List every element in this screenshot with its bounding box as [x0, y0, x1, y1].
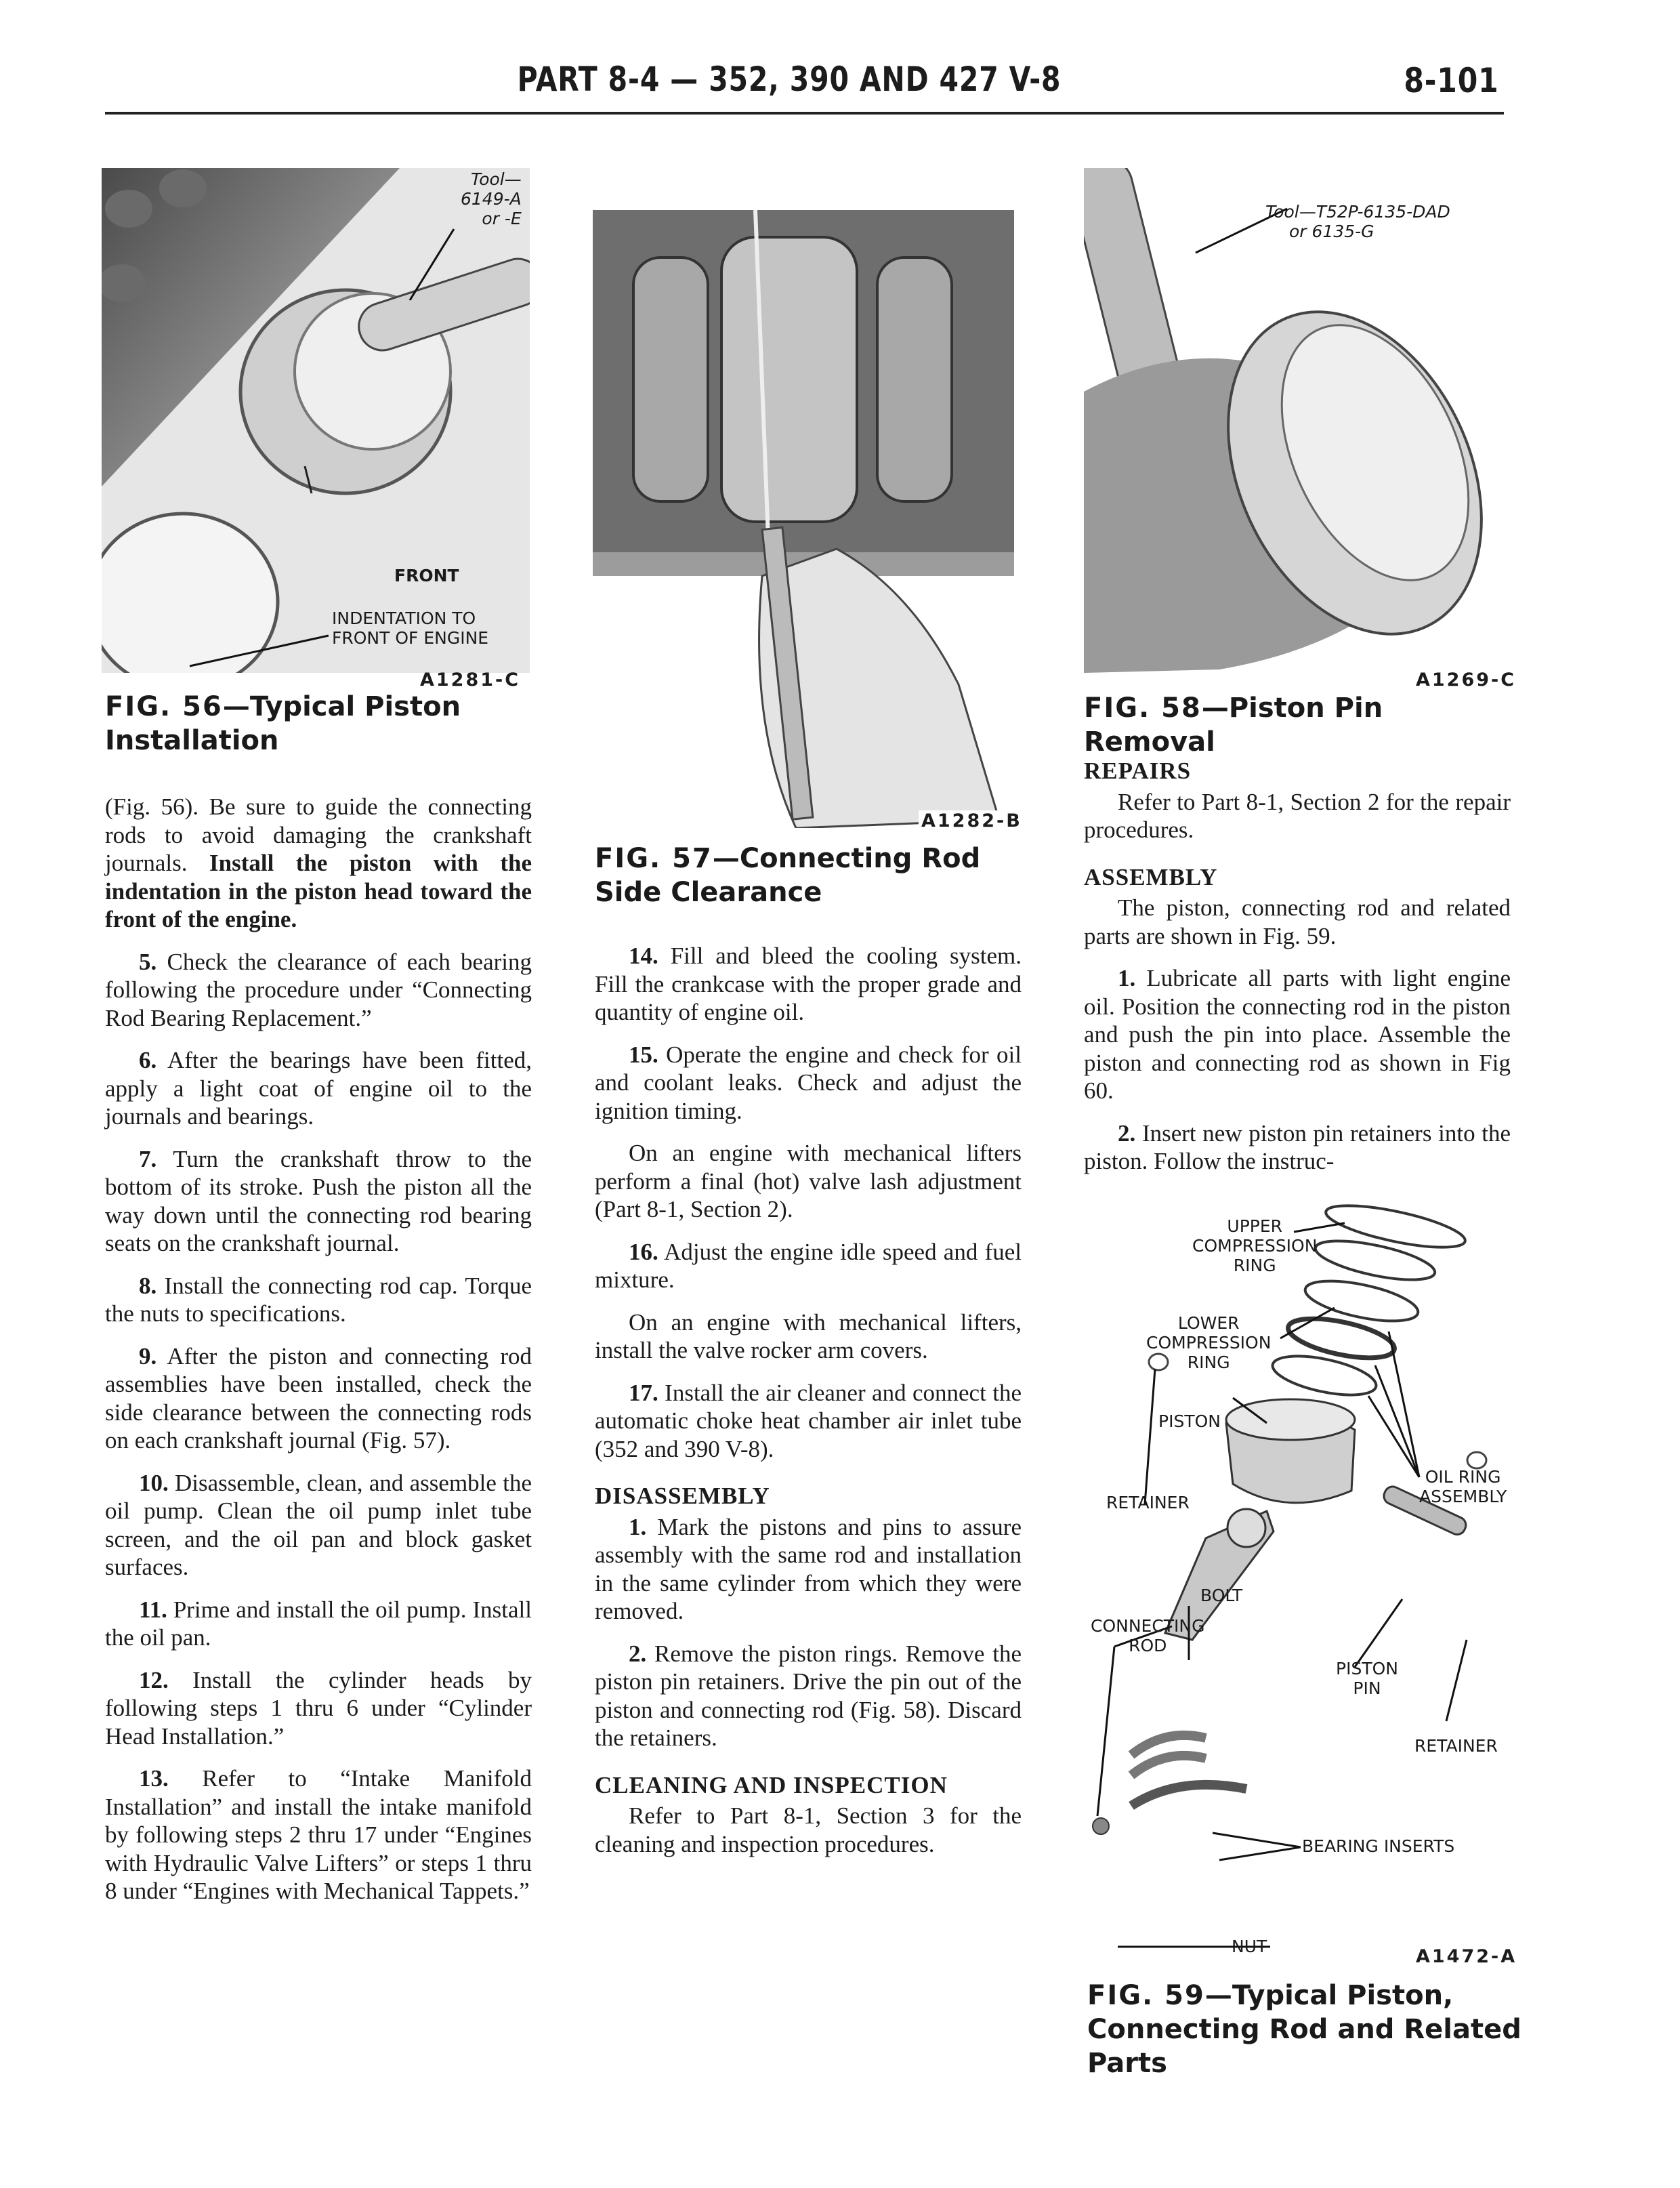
label-bearing-inserts: BEARING INSERTS: [1302, 1836, 1455, 1856]
paragraph-text: After the piston and connecting rod assemblies have been installed, check the side clearance between the connecting rods on each crankshaft journal (Fig. 57).: [105, 1342, 532, 1453]
step-number: 12.: [139, 1666, 169, 1693]
paragraph-text: Mark the pistons and pins to assure assembly with the same rod and installation in the same cylinder from which they were removed.: [595, 1513, 1022, 1624]
fig58-photo: [1084, 168, 1511, 673]
paragraph-text: On an engine with mechanical lifters, install the valve rocker arm covers.: [595, 1308, 1022, 1363]
paragraph-text: Refer to Part 8-1, Section 3 for the cleaning and inspection procedures.: [595, 1802, 1022, 1857]
rod-cap-drawing: [1131, 1785, 1246, 1806]
label-bolt: BOLT: [1200, 1586, 1243, 1605]
paragraph-text: After the bearings have been fitted, apply a light coat of engine oil to the journals and bearings.: [105, 1047, 532, 1130]
step-number: 2.: [629, 1640, 647, 1667]
paragraph-text: Prime and install the oil pump. Install the oil pan.: [105, 1596, 532, 1651]
page-header-title: PART 8-4 — 352, 390 AND 427 V-8: [517, 60, 1062, 99]
fig56-tool-label: Tool— 6149-A or -E: [461, 169, 522, 228]
step-number: 11.: [139, 1596, 167, 1623]
fig58-tool-label: Tool—T52P-6135-DAD or 6135-G: [1265, 202, 1450, 241]
numbered-step: [105, 948, 532, 1033]
step-number: 9.: [139, 1342, 157, 1369]
numbered-step: [105, 1046, 532, 1131]
paragraph-text: Lubricate all parts with light engine oil. Position the connecting rod in the piston and push the pin into place. Assemble the piston and connecting rod as shown in Fig 60.: [1084, 965, 1511, 1104]
label-lower-compression-ring: LOWER COMPRESSION RING: [1146, 1313, 1272, 1372]
label-piston-pin: PISTON PIN: [1336, 1659, 1398, 1698]
fig56-code: A1281-C: [420, 669, 521, 690]
numbered-step: [595, 1041, 1022, 1126]
step-number: 10.: [139, 1469, 169, 1496]
paragraph-text: Turn the crankshaft throw to the bottom of its stroke. Push the piston all the way down until the connecting rod bearing seats on the crankshaft journal.: [105, 1145, 532, 1256]
piston-pin-removal-photo: [1084, 168, 1511, 673]
label-connecting-rod: CONNECTING ROD: [1091, 1616, 1205, 1655]
numbered-step: [105, 1666, 532, 1751]
fig56-photo: [102, 168, 530, 673]
paragraph: [595, 1139, 1022, 1224]
fig59-caption: FIG. 59—Typical Piston, Connecting Rod and Related Parts: [1087, 1980, 1521, 2079]
paragraph-text: Adjust the engine idle speed and fuel mixture.: [595, 1238, 1022, 1293]
paragraph-text: Operate the engine and check for oil and coolant leaks. Check and adjust the ignition timing.: [595, 1041, 1022, 1124]
section-heading: REPAIRS: [1084, 758, 1192, 784]
numbered-step: [105, 1342, 532, 1455]
numbered-step: [105, 1272, 532, 1328]
piston-drawing: [1226, 1399, 1355, 1503]
section-heading: ASSEMBLY: [1084, 863, 1218, 890]
numbered-step: [595, 1379, 1022, 1464]
fig59-exploded-diagram: [1070, 1193, 1531, 1965]
paragraph: [595, 1802, 1022, 1858]
numbered-step: [1084, 964, 1511, 1105]
step-number: 8.: [139, 1272, 157, 1299]
numbered-step: [105, 1764, 532, 1905]
numbered-step: [595, 942, 1022, 1027]
label-nut: NUT: [1232, 1937, 1267, 1956]
fig57-code: A1282-B: [919, 810, 1025, 831]
step-number: 2.: [1118, 1119, 1136, 1147]
paragraph-text: Install the connecting rod cap. Torque the nuts to specifications.: [105, 1272, 532, 1327]
page-number: 8-101: [1404, 61, 1499, 100]
fig56-caption: FIG. 56—Typical Piston Installation: [105, 691, 461, 756]
numbered-step: [105, 1145, 532, 1258]
paragraph: [1084, 894, 1511, 950]
paragraph-text: Disassemble, clean, and assemble the oil pump. Clean the oil pump inlet tube screen, and the oil pan and block gasket surfaces.: [105, 1469, 532, 1580]
fig57-caption: FIG. 57—Connecting Rod Side Clearance: [595, 843, 981, 908]
numbered-step: [595, 1238, 1022, 1294]
paragraph: [595, 1308, 1022, 1365]
section-heading: CLEANING AND INSPECTION: [595, 1771, 948, 1798]
fig56-indentation-label: INDENTATION TO FRONT OF ENGINE: [332, 608, 489, 648]
step-number: 15.: [629, 1041, 658, 1068]
paragraph-text: Remove the piston rings. Remove the piston pin retainers. Drive the pin out of the piston and connecting rod (Fig. 58). Discard the retainers.: [595, 1640, 1022, 1751]
text-column-3: [1084, 757, 1511, 1190]
connecting-rod-clearance-photo: [593, 210, 1014, 828]
numbered-step: [595, 1513, 1022, 1626]
step-number: 1.: [629, 1513, 647, 1540]
step-number: 17.: [629, 1379, 658, 1406]
numbered-step: [105, 1469, 532, 1582]
paragraph-text: Refer to Part 8-1, Section 2 for the repair procedures.: [1084, 788, 1511, 843]
label-retainer-left: RETAINER: [1106, 1493, 1190, 1512]
step-number: 6.: [139, 1047, 157, 1073]
paragraph-text: Insert new piston pin retainers into the piston. Follow the instruc-: [1084, 1119, 1511, 1174]
paragraph-text: Check the clearance of each bearing following the procedure under “Connecting Rod Bearing Replacement.”: [105, 948, 532, 1031]
step-number: 1.: [1118, 965, 1136, 991]
label-oil-ring-assembly: OIL RING ASSEMBLY: [1419, 1467, 1507, 1506]
text-column-1: [105, 793, 532, 1920]
fig57-photo: [593, 210, 1014, 828]
fig56-front-label: FRONT: [394, 566, 459, 585]
fig59-code: A1472-A: [1416, 1946, 1517, 1967]
numbered-step: [105, 1596, 532, 1652]
numbered-step: [1084, 1119, 1511, 1176]
emphasized-instruction: Install the piston with the indentation in the piston head toward the front of the engine.: [105, 850, 532, 932]
text-column-2: [595, 942, 1022, 1872]
header-rule: [105, 112, 1504, 115]
fig58-code: A1269-C: [1416, 669, 1517, 690]
paragraph-text: (Fig. 56). Be sure to guide the connecting rods to avoid damaging the crankshaft journals.: [105, 793, 532, 876]
step-number: 13.: [139, 1765, 169, 1792]
step-number: 5.: [139, 948, 157, 975]
paragraph: [105, 793, 532, 934]
paragraph-text: On an engine with mechanical lifters perform a final (hot) valve lash adjustment (Part 8-1, Section 2).: [595, 1140, 1022, 1222]
label-retainer-right: RETAINER: [1414, 1736, 1498, 1756]
step-number: 16.: [629, 1238, 658, 1265]
paragraph-text: Refer to “Intake Manifold Installation” and install the intake manifold by following steps 2 thru 17 under “Engines with Hydraulic Valve Lifters” or steps 1 thru 8 under “Engines with Mechanical Tappets.”: [105, 1765, 532, 1904]
step-number: 7.: [139, 1145, 157, 1172]
label-upper-compression-ring: UPPER COMPRESSION RING: [1192, 1216, 1318, 1275]
nut-drawing: [1093, 1818, 1109, 1834]
fig56-arrows: [102, 168, 530, 673]
paragraph-text: Install the air cleaner and connect the automatic choke heat chamber air inlet tube (352 and 390 V-8).: [595, 1379, 1022, 1462]
paragraph: [1084, 788, 1511, 844]
label-piston: PISTON: [1158, 1411, 1221, 1431]
fig58-caption: FIG. 58—Piston Pin Removal: [1084, 693, 1383, 758]
step-number: 14.: [629, 943, 658, 969]
paragraph-text: Install the cylinder heads by following steps 1 thru 6 under “Cylinder Head Installation.”: [105, 1666, 532, 1750]
section-heading: DISASSEMBLY: [595, 1483, 770, 1509]
numbered-step: [595, 1640, 1022, 1752]
paragraph-text: The piston, connecting rod and related parts are shown in Fig. 59.: [1084, 894, 1511, 949]
paragraph-text: Fill and bleed the cooling system. Fill the crankcase with the proper grade and quantity of engine oil.: [595, 943, 1022, 1025]
